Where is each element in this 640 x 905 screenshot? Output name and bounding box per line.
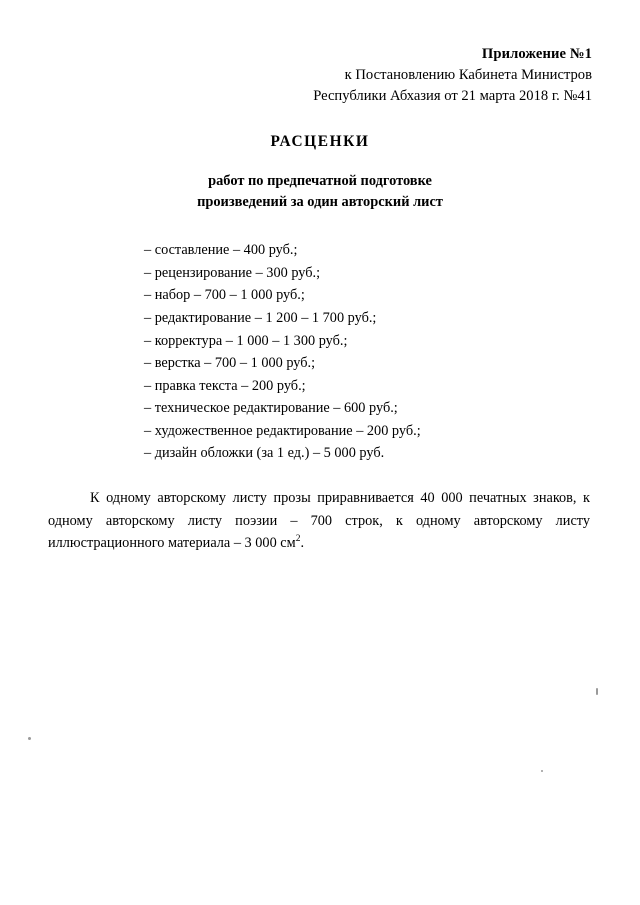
list-item: – верстка – 700 – 1 000 руб.;: [144, 355, 316, 372]
list-item: – дизайн обложки (за 1 ед.) – 5 000 руб.: [144, 445, 385, 462]
closing-paragraph: [48, 487, 592, 555]
subtitle-line-1: работ по предпечатной подготовке: [208, 173, 432, 190]
list-item: – редактирование – 1 200 – 1 700 руб.;: [144, 309, 377, 326]
closing-paragraph-superscript: 2: [295, 534, 301, 545]
list-item: – рецензирование – 300 руб.;: [144, 264, 321, 281]
document-header: [48, 44, 592, 107]
reference-line-2: Республики Абхазия от 21 марта 2018 г. №41: [313, 88, 592, 105]
closing-paragraph-period: .: [300, 535, 305, 552]
scan-speckle: [596, 688, 598, 695]
price-list: [48, 239, 592, 465]
page-subtitle: [48, 171, 592, 213]
closing-paragraph-text: К одному авторскому листу прозы приравнивается 40 000 печатных знаков, к одному авторскому листу поэзии – 700 строк, к одному авторскому листу иллюстрационного материала – 3 000 см: [48, 490, 590, 552]
appendix-label: Приложение №1: [481, 46, 592, 62]
list-item: – корректура – 1 000 – 1 300 руб.;: [144, 332, 348, 349]
list-item: – набор – 700 – 1 000 руб.;: [144, 287, 305, 304]
scan-speckle: [541, 770, 543, 772]
scan-speckle: [28, 737, 31, 740]
list-item: – техническое редактирование – 600 руб.;: [144, 400, 398, 417]
subtitle-line-2: произведений за один авторский лист: [197, 194, 443, 211]
list-item: – составление – 400 руб.;: [144, 242, 298, 259]
list-item: – правка текста – 200 руб.;: [144, 377, 306, 394]
list-item: – художественное редактирование – 200 руб.;: [144, 422, 421, 439]
reference-line-1: к Постановлению Кабинета Министров: [344, 67, 592, 84]
page-title: РАСЦЕНКИ: [270, 133, 370, 151]
